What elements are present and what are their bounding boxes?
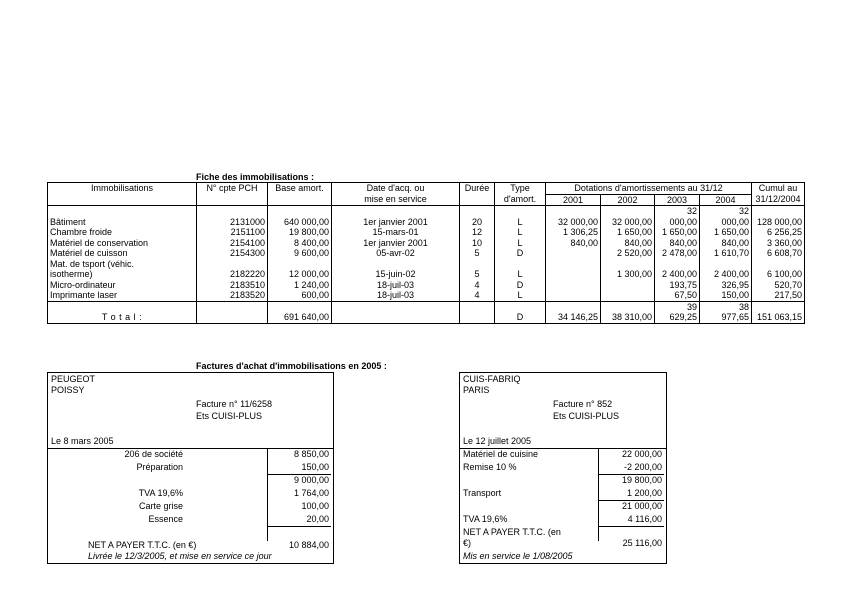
hdr-type1: Type bbox=[495, 183, 546, 195]
f1-line-label: Carte grise bbox=[138, 501, 183, 511]
cell-d2002: 2 520,00 bbox=[601, 248, 655, 259]
cell-name: Matériel de cuisson bbox=[48, 248, 197, 259]
cell-cumul: 3 360,00 bbox=[752, 238, 805, 249]
cell-d2001: 1 306,25 bbox=[546, 227, 601, 238]
cell-d2003: 000,00 bbox=[655, 217, 700, 228]
cell-d2001 bbox=[546, 280, 601, 291]
f1-line-amount: 8 850,00 bbox=[293, 449, 329, 459]
cell-name: Imprimante laser bbox=[48, 290, 197, 301]
f1-subtotal-rule bbox=[267, 526, 331, 527]
f2-client: Ets CUISI-PLUS bbox=[553, 411, 620, 421]
total-pre-2004: 38 bbox=[700, 301, 752, 312]
cell-cpte: 2154100 bbox=[197, 238, 268, 249]
f1-vendor: PEUGEOT bbox=[51, 374, 96, 384]
cell-d2001 bbox=[546, 259, 601, 270]
f1-note: Livrée le 12/3/2005, et mise en service ce jour bbox=[88, 551, 272, 561]
cell-date: 1er janvier 2001 bbox=[332, 238, 460, 249]
cell-base bbox=[268, 259, 332, 270]
cell-d2003: 840,00 bbox=[655, 238, 700, 249]
header-row-1 bbox=[48, 183, 805, 195]
cell-d2003 bbox=[655, 259, 700, 270]
cell-base: 600,00 bbox=[268, 290, 332, 301]
f1-col-divider bbox=[267, 448, 268, 541]
cell-date: 05-avr-02 bbox=[332, 248, 460, 259]
cell-d2001 bbox=[546, 248, 601, 259]
cell-base: 8 400,00 bbox=[268, 238, 332, 249]
cell-cumul: 520,70 bbox=[752, 280, 805, 291]
f2-line-label: Transport bbox=[463, 488, 502, 498]
cell-d2004: 1 650,00 bbox=[700, 227, 752, 238]
f2-line-amount: 4 116,00 bbox=[627, 514, 662, 524]
f2-city: PARIS bbox=[463, 385, 490, 395]
f2-net-amount: 25 116,00 bbox=[622, 538, 662, 548]
cell-cumul: 6 608,70 bbox=[752, 248, 805, 259]
f1-line-amount: 20,00 bbox=[306, 514, 329, 524]
cell-cpte: 2154300 bbox=[197, 248, 268, 259]
fiche-title: Fiche des immobilisations : bbox=[196, 172, 315, 182]
hdr-date1: Date d'acq. ou bbox=[332, 183, 460, 195]
f1-net-amount: 10 884,00 bbox=[288, 540, 329, 550]
cell-d2004: 1 610,70 bbox=[700, 248, 752, 259]
cell-d2002: 840,00 bbox=[601, 238, 655, 249]
cell-d2003: 67,50 bbox=[655, 290, 700, 301]
cell-cpte: 2131000 bbox=[197, 217, 268, 228]
f2-line-label: Matériel de cuisine bbox=[463, 449, 539, 459]
cell-duree bbox=[460, 259, 495, 270]
cell-d2004 bbox=[700, 259, 752, 270]
cell-d2004: 2 400,00 bbox=[700, 269, 752, 280]
f2-net-label2: €) bbox=[463, 538, 472, 548]
cell-duree: 5 bbox=[460, 269, 495, 280]
f1-facture: Facture n° 11/6258 bbox=[196, 399, 272, 409]
cell-base: 12 000,00 bbox=[268, 269, 332, 280]
f2-note: Mis en service le 1/08/2005 bbox=[463, 551, 573, 561]
cell-d2004: 326,95 bbox=[700, 280, 752, 291]
f2-col-divider bbox=[598, 448, 599, 541]
cell-type: D bbox=[495, 248, 546, 259]
cell-base: 1 240,00 bbox=[268, 280, 332, 291]
cell-name: Mat. de tsport (véhic. bbox=[48, 259, 197, 270]
f1-line-amount: 150,00 bbox=[301, 462, 329, 472]
f1-line-amount: 9 000,00 bbox=[293, 475, 329, 485]
fiche-body bbox=[48, 217, 805, 302]
factures-title: Factures d'achat d'immobilisations en 2005 : bbox=[196, 361, 387, 371]
total-type: D bbox=[495, 312, 546, 323]
cell-cpte: 2183510 bbox=[197, 280, 268, 291]
total-cumul: 151 063,15 bbox=[752, 312, 805, 323]
cell-cpte bbox=[197, 259, 268, 270]
header-row-2 bbox=[48, 194, 805, 206]
cell-date: 18-juil-03 bbox=[332, 290, 460, 301]
cell-d2003: 193,75 bbox=[655, 280, 700, 291]
cell-cumul: 217,50 bbox=[752, 290, 805, 301]
cell-d2001: 840,00 bbox=[546, 238, 601, 249]
cell-cumul bbox=[752, 259, 805, 270]
cell-d2002 bbox=[601, 290, 655, 301]
f1-line-label: Préparation bbox=[136, 462, 183, 472]
cell-name: isotherme) bbox=[48, 269, 197, 280]
cell-type: L bbox=[495, 217, 546, 228]
f2-net-label1: NET A PAYER T.T.C. (en bbox=[463, 527, 561, 537]
total-row bbox=[48, 312, 805, 323]
cell-d2001 bbox=[546, 269, 601, 280]
cell-date: 15-juin-02 bbox=[332, 269, 460, 280]
cell-cpte: 2183520 bbox=[197, 290, 268, 301]
cell-type: L bbox=[495, 227, 546, 238]
cell-base: 19 800,00 bbox=[268, 227, 332, 238]
table-row bbox=[48, 259, 805, 270]
total-pre-row bbox=[48, 301, 805, 312]
f1-line-amount: 100,00 bbox=[301, 501, 329, 511]
total-2002: 38 310,00 bbox=[601, 312, 655, 323]
cell-date: 15-mars-01 bbox=[332, 227, 460, 238]
table-row bbox=[48, 227, 805, 238]
hdr-2003: 2003 bbox=[655, 194, 700, 206]
cell-duree: 10 bbox=[460, 238, 495, 249]
hdr-duree: Durée bbox=[460, 183, 495, 195]
f1-line-amount: 1 764,00 bbox=[293, 488, 329, 498]
cell-d2003: 1 650,00 bbox=[655, 227, 700, 238]
total-2001: 34 146,25 bbox=[546, 312, 601, 323]
cell-duree: 20 bbox=[460, 217, 495, 228]
f2-line-amount: 21 000,00 bbox=[621, 501, 662, 511]
cell-base: 9 600,00 bbox=[268, 248, 332, 259]
hdr-2004: 2004 bbox=[700, 194, 752, 206]
hdr-cumul2: 31/12/2004 bbox=[752, 194, 805, 206]
cell-name: Bâtiment bbox=[48, 217, 197, 228]
cell-name: Matériel de conservation bbox=[48, 238, 197, 249]
hdr-date2: mise en service bbox=[332, 194, 460, 206]
fiche-table bbox=[47, 182, 805, 324]
hdr-dotations: Dotations d'amortissements au 31/12 bbox=[546, 183, 752, 195]
cell-duree: 4 bbox=[460, 290, 495, 301]
cell-duree: 5 bbox=[460, 248, 495, 259]
hdr-2002: 2002 bbox=[601, 194, 655, 206]
cell-date: 18-juil-03 bbox=[332, 280, 460, 291]
cell-cpte: 2182220 bbox=[197, 269, 268, 280]
cell-cumul: 128 000,00 bbox=[752, 217, 805, 228]
hdr-type2: d'amort. bbox=[495, 194, 546, 206]
f1-client: Ets CUISI-PLUS bbox=[196, 411, 263, 421]
f2-line-amount: 19 800,00 bbox=[621, 475, 662, 485]
cell-base: 640 000,00 bbox=[268, 217, 332, 228]
total-pre-2003: 39 bbox=[655, 301, 700, 312]
cell-cumul: 6 256,25 bbox=[752, 227, 805, 238]
f2-line-amount: 1 200,00 bbox=[626, 488, 662, 498]
pre-2004: 32 bbox=[700, 206, 752, 217]
cell-d2002: 1 650,00 bbox=[601, 227, 655, 238]
cell-type: L bbox=[495, 269, 546, 280]
cell-type: D bbox=[495, 280, 546, 291]
table-row bbox=[48, 238, 805, 249]
f2-line-amount: -2 200,00 bbox=[623, 462, 662, 472]
cell-type: L bbox=[495, 238, 546, 249]
cell-type: L bbox=[495, 290, 546, 301]
f1-line-label: 206 de société bbox=[124, 449, 183, 459]
cell-d2001 bbox=[546, 290, 601, 301]
cell-date bbox=[332, 259, 460, 270]
total-2004: 977,65 bbox=[700, 312, 752, 323]
f1-net-label: NET A PAYER T.T.C. (en €) bbox=[88, 540, 197, 550]
f1-line-label: TVA 19,6% bbox=[138, 488, 183, 498]
total-2003: 629,25 bbox=[655, 312, 700, 323]
f1-date: Le 8 mars 2005 bbox=[51, 436, 114, 446]
table-row bbox=[48, 290, 805, 301]
cell-cpte: 2151100 bbox=[197, 227, 268, 238]
cell-d2002: 32 000,00 bbox=[601, 217, 655, 228]
f2-line-label: TVA 19,6% bbox=[463, 514, 508, 524]
f2-line-label: Remise 10 % bbox=[463, 462, 517, 472]
cell-d2003: 2 400,00 bbox=[655, 269, 700, 280]
f2-facture: Facture n° 852 bbox=[553, 399, 613, 409]
pre-row bbox=[48, 206, 805, 217]
f2-date: Le 12 juillet 2005 bbox=[463, 436, 532, 446]
cell-d2003: 2 478,00 bbox=[655, 248, 700, 259]
table-row bbox=[48, 280, 805, 291]
f2-subtotal-rule bbox=[598, 526, 664, 527]
cell-date: 1er janvier 2001 bbox=[332, 217, 460, 228]
pre-2003: 32 bbox=[655, 206, 700, 217]
cell-d2002: 1 300,00 bbox=[601, 269, 655, 280]
cell-name: Chambre froide bbox=[48, 227, 197, 238]
cell-duree: 4 bbox=[460, 280, 495, 291]
total-base: 691 640,00 bbox=[268, 312, 332, 323]
cell-type bbox=[495, 259, 546, 270]
cell-d2002 bbox=[601, 280, 655, 291]
table-row bbox=[48, 269, 805, 280]
hdr-cumul1: Cumul au bbox=[752, 183, 805, 195]
cell-name: Micro-ordinateur bbox=[48, 280, 197, 291]
total-label: T o t a l : bbox=[48, 312, 197, 323]
f1-city: POISSY bbox=[51, 385, 85, 395]
table-row bbox=[48, 248, 805, 259]
cell-d2004: 840,00 bbox=[700, 238, 752, 249]
f1-line-label: Essence bbox=[148, 514, 183, 524]
cell-d2004: 150,00 bbox=[700, 290, 752, 301]
cell-duree: 12 bbox=[460, 227, 495, 238]
cell-d2004: 000,00 bbox=[700, 217, 752, 228]
cell-d2001: 32 000,00 bbox=[546, 217, 601, 228]
hdr-cpte: N° cpte PCH bbox=[197, 183, 268, 195]
f2-line-amount: 22 000,00 bbox=[621, 449, 662, 459]
cell-d2002 bbox=[601, 259, 655, 270]
table-row bbox=[48, 217, 805, 228]
hdr-immob: Immobilisations bbox=[48, 183, 197, 195]
cell-cumul: 6 100,00 bbox=[752, 269, 805, 280]
hdr-base: Base amort. bbox=[268, 183, 332, 195]
f2-vendor: CUIS-FABRIQ bbox=[463, 374, 521, 384]
hdr-2001: 2001 bbox=[546, 194, 601, 206]
